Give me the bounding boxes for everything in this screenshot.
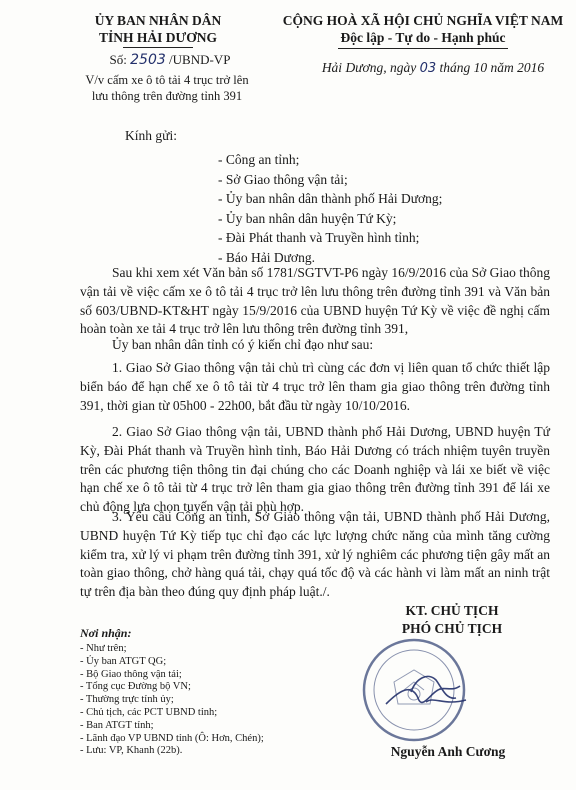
body-paragraph-2: Ủy ban nhân dân tỉnh có ý kiến chỉ đạo như sau:	[112, 337, 374, 352]
authority-line1: ỦY BAN NHÂN DÂN	[94, 13, 222, 28]
noi-nhan-item: - Lưu: VP, Khanh (22b).	[80, 745, 183, 757]
noi-nhan-item: - Lãnh đạo VP UBND tỉnh (Ô: Hơn, Chén);	[80, 732, 264, 744]
signer-name: Nguyễn Anh Cương	[390, 744, 506, 759]
country-name: CỘNG HOÀ XÃ HỘI CHỦ NGHĨA VIỆT NAM	[282, 13, 564, 28]
recipient-item: - Công an tỉnh;	[218, 152, 300, 167]
noi-nhan-item: - Bộ Giao thông vận tải;	[80, 668, 182, 680]
noi-nhan-item: - Thường trực tỉnh ủy;	[80, 694, 174, 706]
document-subject: V/v cấm xe ô tô tải 4 trục trở lên lưu thông trên đường tỉnh 391	[85, 73, 249, 103]
signature-title: KT. CHỦ TỊCH PHÓ CHỦ TỊCH	[401, 603, 503, 636]
noi-nhan-item: - Ủy ban ATGT QG;	[80, 655, 167, 667]
authority-line2: TỈNH HẢI DƯƠNG	[98, 30, 217, 45]
noi-nhan-title: Nơi nhận:	[80, 626, 132, 640]
motto-rule	[338, 48, 508, 49]
kinh-gui-label: Kính gửi:	[125, 128, 177, 143]
authority-rule	[123, 47, 193, 48]
recipient-item: - Sở Giao thông vận tải;	[218, 171, 348, 187]
recipient-list	[218, 150, 442, 267]
noi-nhan-item: - Tổng cục Đường bộ VN;	[80, 681, 191, 693]
date-line: Hải Dương, ngày 03 tháng 10 năm 2016	[321, 60, 545, 76]
noi-nhan-item: - Ban ATGT tỉnh;	[80, 719, 154, 731]
noi-nhan-item: - Chủ tịch, các PCT UBND tỉnh;	[80, 706, 218, 718]
document-number: Số: 2503 /UBND-VP	[109, 52, 231, 68]
body-paragraph-3: 1. Giao Sở Giao thông vận tải chủ trì cùng các đơn vị liên quan tổ chức thiết lập biển báo để hạn chế xe ô tô tải từ 4 trục trở lên tham gia giao thông trên đường tỉnh 391, thời gian từ 05h00 - 22h00, bắt đầu từ ngày 10/10/2016.	[80, 360, 550, 413]
handwritten-day: 03	[419, 61, 437, 76]
recipient-item: - Ủy ban nhân dân thành phố Hải Dương;	[218, 191, 443, 206]
handwritten-doc-number: 2503	[130, 52, 166, 68]
national-header	[278, 12, 568, 49]
official-seal	[356, 632, 476, 752]
body-paragraph-1: Sau khi xem xét Văn bản số 1781/SGTVT-P6 ngày 16/9/2016 của Sở Giao thông vận tải về việc cấm xe ô tô tải 4 trục trở lên lưu thông trên đường tỉnh 391 và Văn bản số 603/UBND-KT&HT ngày 15/9/2016 của UBND huyện Tứ Kỳ về việc đề nghị cấm hoàn toàn xe tải 4 trục trở lên lưu thông trên đường tỉnh 391,	[80, 265, 550, 337]
issuing-authority	[58, 12, 258, 48]
noi-nhan-list	[80, 643, 264, 758]
recipient-item: - Báo Hải Dương.	[218, 249, 315, 265]
body-paragraph-4: 2. Giao Sở Giao thông vận tải, UBND thành phố Hải Dương, UBND huyện Tứ Kỳ, Đài Phát thanh và Truyền hình tỉnh, Báo Hải Dương có trách nhiệm tuyên truyền trên các phương tiện thông tin đại chúng cho các Doanh nghiệp và lái xe biết về việc hạn chế xe ô tô tải từ 4 trục trở lên tham gia giao thông trên đường tỉnh 391 để lái xe chủ động lựa chọn tuyến vận tải phù hợp.	[80, 424, 550, 515]
body-paragraph-5: 3. Yêu cầu Công an tỉnh, Sở Giao thông vận tải, UBND thành phố Hải Dương, UBND huyện Tứ Kỳ tiếp tục chỉ đạo các lực lượng chức năng của mình tăng cường kiểm tra, xử lý vi phạm trên đường tỉnh 391, xử lý nghiêm các phương tiện gây mất an toàn giao thông, chở hàng quá tải, chạy quá tốc độ và các hành vi làm mất an ninh trật tự trên địa bàn theo đúng quy định pháp luật./.	[80, 509, 550, 600]
recipient-item: - Đài Phát thanh và Truyền hình tỉnh;	[218, 230, 420, 245]
recipient-item: - Ủy ban nhân dân huyện Tứ Kỳ;	[218, 210, 397, 226]
national-motto: Độc lập - Tự do - Hạnh phúc	[340, 30, 506, 45]
noi-nhan-item: - Như trên;	[80, 643, 127, 654]
